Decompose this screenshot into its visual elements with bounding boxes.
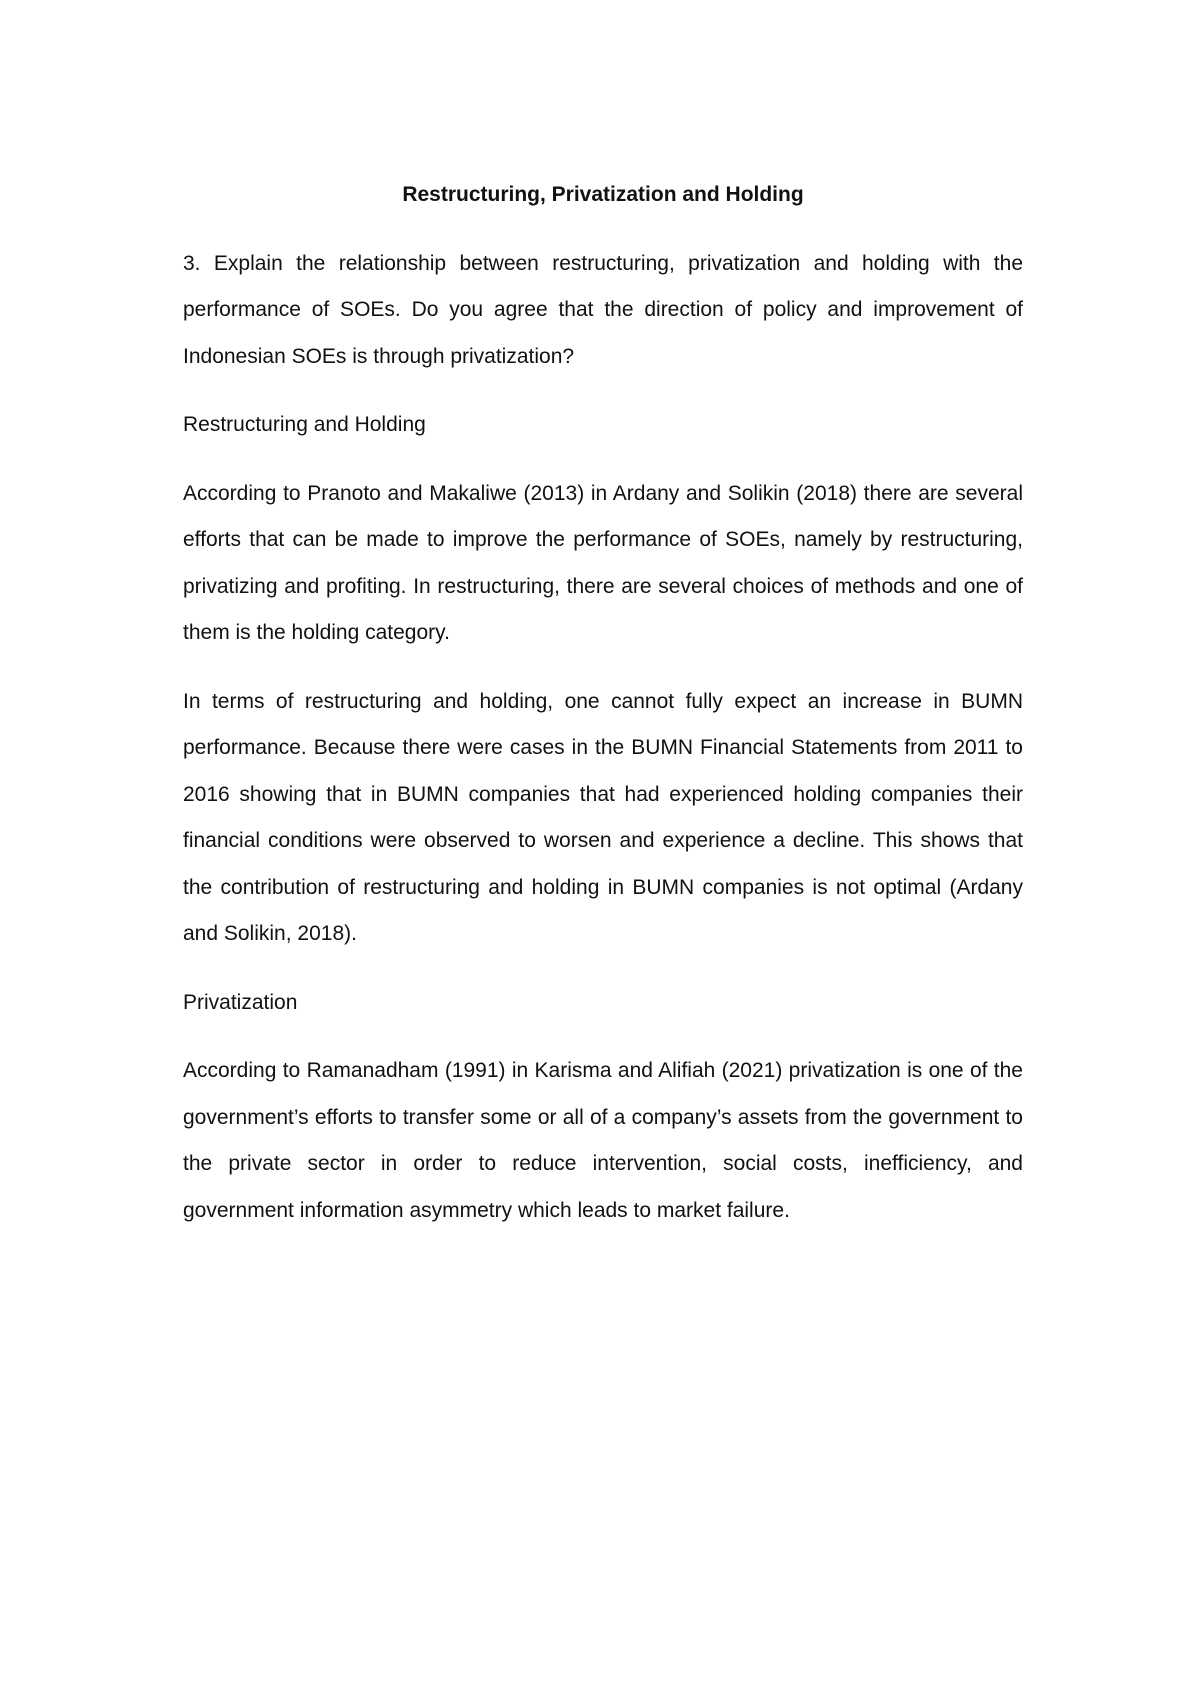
section-heading-privatization: Privatization <box>183 990 298 1014</box>
privatization-paragraph-1: According to Ramanadham (1991) in Karisma and Alifiah (2021) privatization is one of the government’s efforts to transfer some or all of a company’s assets from the government to the private sector in order to reduce intervention, social costs, inefficiency, and government information asymmetry which leads to market failure. <box>183 1059 1023 1222</box>
document-title: Restructuring, Privatization and Holding <box>402 183 804 206</box>
restructuring-paragraph-2: In terms of restructuring and holding, one cannot fully expect an increase in BUMN performance. Because there were cases in the BUMN Financial Statements from 2011 to 2016 showing that in BUMN companies that had experienced holding companies their financial conditions were observed to worsen and experience a decline. This shows that the contribution of restructuring and holding in BUMN companies is not optimal (Ardany and Solikin, 2018). <box>183 689 1023 945</box>
question-paragraph: 3. Explain the relationship between restructuring, privatization and holding with the performance of SOEs. Do you agree that the direction of policy and improvement of Indonesian SOEs is through privatization? <box>183 251 1023 368</box>
restructuring-paragraph-1: According to Pranoto and Makaliwe (2013) in Ardany and Solikin (2018) there are several efforts that can be made to improve the performance of SOEs, namely by restructuring, privatizing and profiting. In restructuring, there are several choices of methods and one of them is the holding category. <box>183 481 1023 644</box>
section-heading-restructuring-holding: Restructuring and Holding <box>183 413 426 436</box>
document-body <box>183 172 1023 1256</box>
